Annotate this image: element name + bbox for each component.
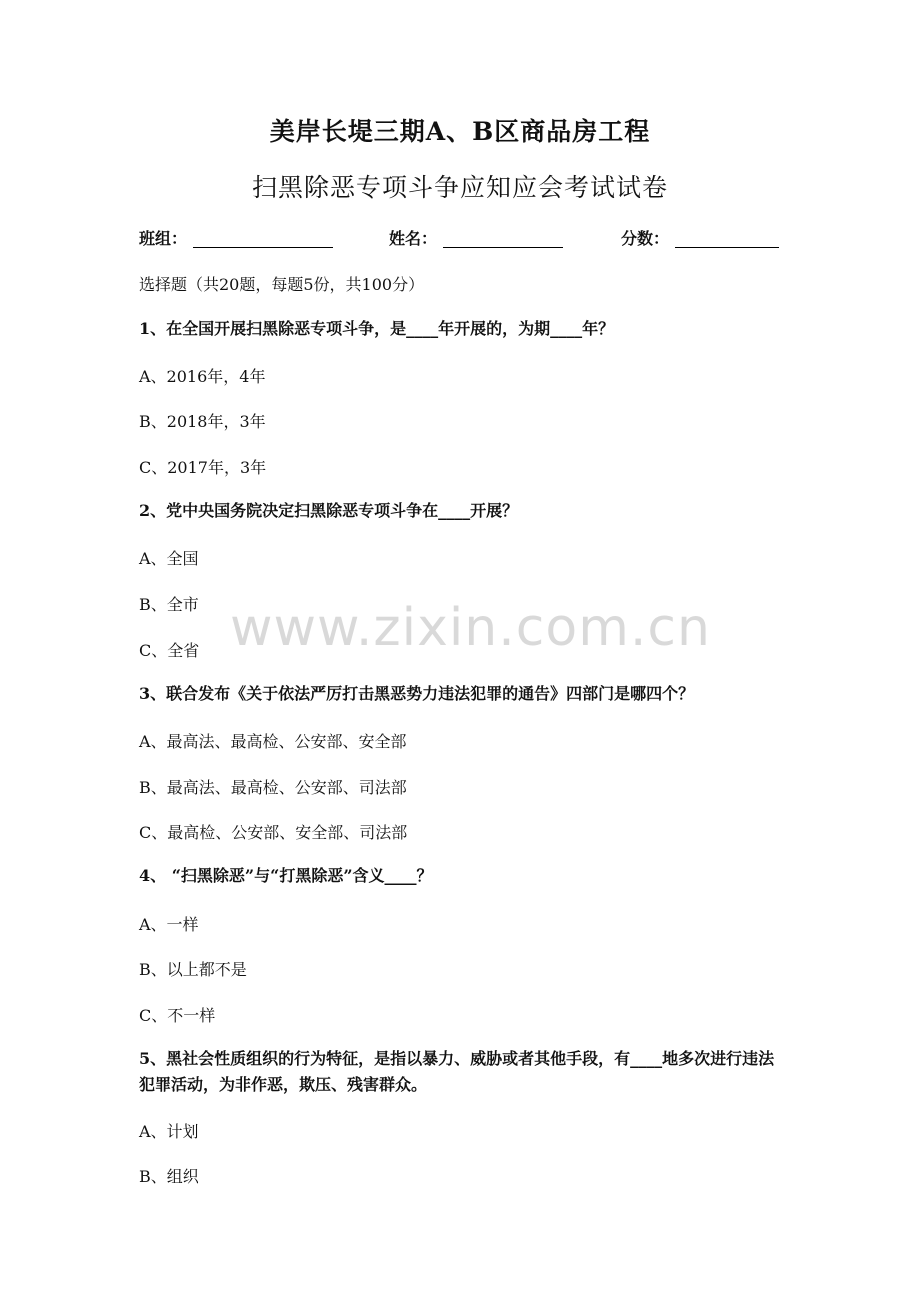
- question-5: 5、黑社会性质组织的行为特征，是指以暴力、威胁或者其他手段，有____地多次进行违法犯罪活动，为非作恶，欺压、残害群众。: [139, 1049, 775, 1094]
- question-3-option-b[interactable]: B、最高法、最高检、公安部、司法部: [139, 778, 407, 797]
- question-1-option-c[interactable]: C、2017年，3年: [139, 458, 267, 477]
- watermark: www.zixin.com.cn: [230, 598, 711, 658]
- document-title: 美岸长堤三期A、B区商品房工程: [269, 117, 651, 146]
- question-4-option-c[interactable]: C、不一样: [139, 1006, 216, 1025]
- name-field: [389, 226, 563, 249]
- question-2-option-c[interactable]: C、全省: [139, 641, 200, 660]
- question-5-option-a[interactable]: A、计划: [139, 1122, 199, 1141]
- question-5-option-b[interactable]: B、组织: [139, 1167, 199, 1186]
- question-4-option-b[interactable]: B、以上都不是: [139, 960, 247, 979]
- team-blank[interactable]: [193, 229, 333, 248]
- question-3-option-c[interactable]: C、最高检、公安部、安全部、司法部: [139, 823, 408, 842]
- document-subtitle: 扫黑除恶专项斗争应知应会考试试卷: [251, 173, 668, 202]
- score-blank[interactable]: [675, 229, 779, 248]
- question-1-option-a[interactable]: A、2016年，4年: [139, 367, 266, 386]
- info-fields: [139, 226, 789, 254]
- question-4-option-a[interactable]: A、一样: [139, 915, 199, 934]
- name-blank[interactable]: [443, 229, 563, 248]
- score-label: 分数：: [621, 229, 670, 248]
- question-2: 2、党中央国务院决定扫黑除恶专项斗争在____开展？: [139, 501, 519, 520]
- name-label: 姓名：: [389, 229, 438, 248]
- section-intro: 选择题（共20题，每题5份，共100分）: [139, 275, 425, 294]
- question-2-option-a[interactable]: A、全国: [139, 549, 199, 568]
- question-2-option-b[interactable]: B、全市: [139, 595, 199, 614]
- question-4: 4、 “扫黑除恶”与“打黑除恶”含义____？: [139, 866, 433, 885]
- team-field: [139, 226, 333, 249]
- question-1: 1、在全国开展扫黑除恶专项斗争，是____年开展的，为期____年？: [139, 319, 615, 338]
- question-3-option-a[interactable]: A、最高法、最高检、公安部、安全部: [139, 732, 407, 751]
- question-3: 3、联合发布《关于依法严厉打击黑恶势力违法犯罪的通告》四部门是哪四个？: [139, 684, 695, 703]
- question-1-option-b[interactable]: B、2018年，3年: [139, 412, 266, 431]
- score-field: [621, 226, 779, 249]
- team-label: 班组：: [139, 229, 188, 248]
